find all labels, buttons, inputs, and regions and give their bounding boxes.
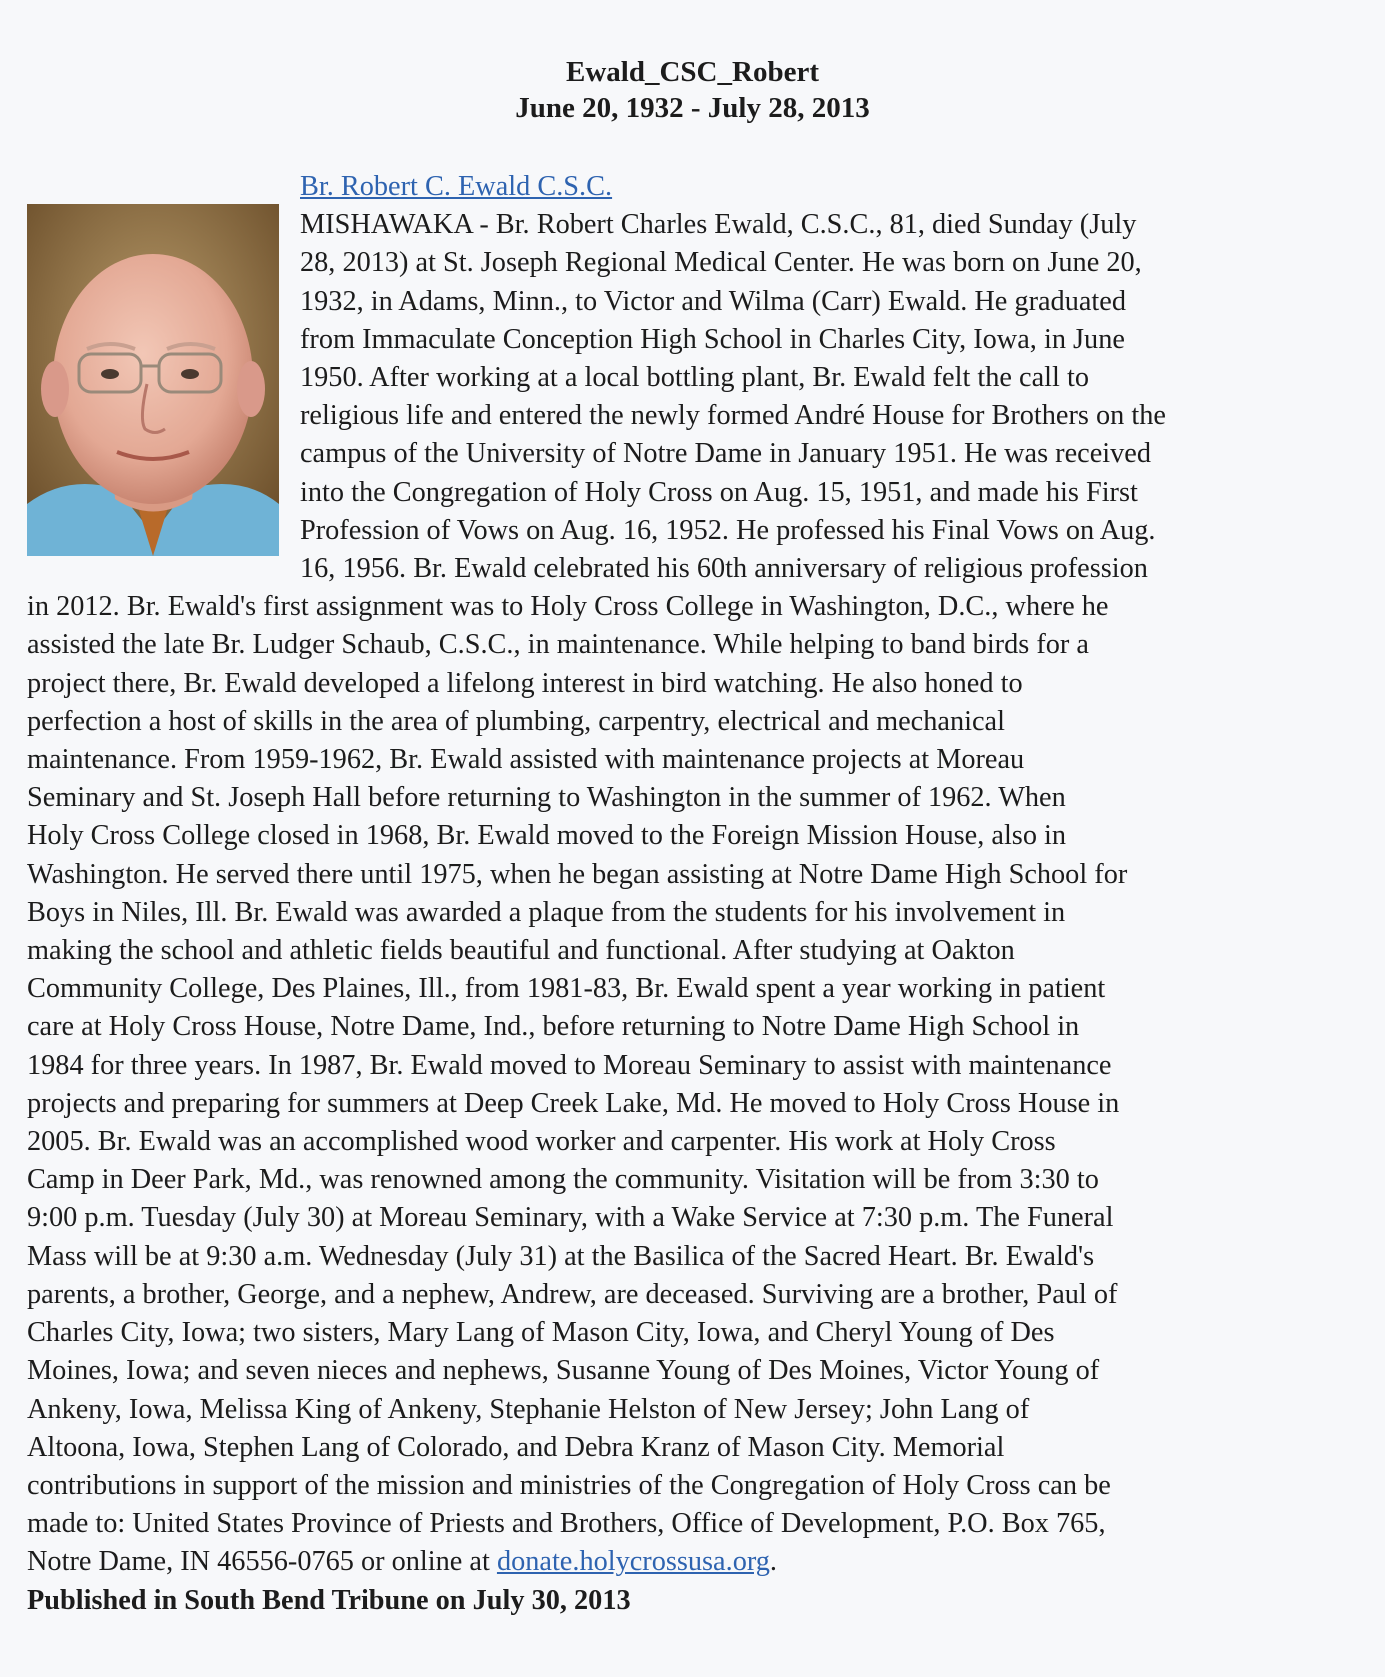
last-line-suffix: . xyxy=(769,1546,777,1578)
article-line: 1984 for three years. In 1987, Br. Ewald moved to Moreau Seminary to assist with maintenance xyxy=(27,1049,1112,1081)
last-line-prefix: Notre Dame, IN 46556-0765 or online at xyxy=(27,1546,497,1578)
article-line: 1932, in Adams, Minn., to Victor and Wilma (Carr) Ewald. He graduated xyxy=(300,285,1126,317)
article-line: 2005. Br. Ewald was an accomplished wood worker and carpenter. His work at Holy Cross xyxy=(27,1126,1056,1158)
article-line: Washington. He served there until 1975, when he began assisting at Notre Dame High School for xyxy=(27,858,1128,890)
article-line: project there, Br. Ewald developed a lifelong interest in bird watching. He also honed to xyxy=(27,667,1023,699)
article-line: into the Congregation of Holy Cross on Aug. 15, 1951, and made his First xyxy=(300,476,1138,508)
article-line: 16, 1956. Br. Ewald celebrated his 60th anniversary of religious profession xyxy=(300,553,1148,585)
obituary-header xyxy=(0,54,1385,126)
article-line: Profession of Vows on Aug. 16, 1952. He professed his Final Vows on Aug. xyxy=(300,514,1156,546)
article-line: parents, a brother, George, and a nephew, Andrew, are deceased. Surviving are a brother, Paul of xyxy=(27,1278,1118,1310)
article-line: Charles City, Iowa; two sisters, Mary Lang of Mason City, Iowa, and Cheryl Young of Des xyxy=(27,1317,1055,1349)
article-line: Boys in Niles, Ill. Br. Ewald was awarded a plaque from the students for his involvement in xyxy=(27,896,1066,928)
article-line: Mass will be at 9:30 a.m. Wednesday (July 31) at the Basilica of the Sacred Heart. Br. Ewald's xyxy=(27,1240,1095,1272)
article-line: 28, 2013) at St. Joseph Regional Medical Center. He was born on June 20, xyxy=(300,247,1142,279)
article-line: from Immaculate Conception High School in Charles City, Iowa, in June xyxy=(300,323,1125,355)
article-line: Community College, Des Plaines, Ill., from 1981-83, Br. Ewald spent a year working in patient xyxy=(27,973,1106,1005)
obituary-article xyxy=(27,168,1347,1620)
article-line: made to: United States Province of Priests and Brothers, Office of Development, P.O. Box 765, xyxy=(27,1508,1106,1540)
article-line: in 2012. Br. Ewald's first assignment was to Holy Cross College in Washington, D.C., where he xyxy=(27,591,1109,623)
photo-spacer xyxy=(27,168,300,588)
article-line: Altoona, Iowa, Stephen Lang of Colorado, and Debra Kranz of Mason City. Memorial xyxy=(27,1431,1005,1463)
article-line: Ankeny, Iowa, Melissa King of Ankeny, Stephanie Helston of New Jersey; John Lang of xyxy=(27,1393,1030,1425)
article-line: 9:00 p.m. Tuesday (July 30) at Moreau Seminary, with a Wake Service at 7:30 p.m. The Funeral xyxy=(27,1202,1114,1234)
article-line: maintenance. From 1959-1962, Br. Ewald assisted with maintenance projects at Moreau xyxy=(27,744,1025,776)
donate-link[interactable]: donate.holycrossusa.org xyxy=(496,1546,770,1578)
article-line: 1950. After working at a local bottling plant, Br. Ewald felt the call to xyxy=(300,362,1089,394)
article-line: MISHAWAKA - Br. Robert Charles Ewald, C.S.C., 81, died Sunday (July xyxy=(300,209,1137,241)
article-line: Holy Cross College closed in 1968, Br. Ewald moved to the Foreign Mission House, also in xyxy=(27,820,1067,852)
article-line: projects and preparing for summers at Deep Creek Lake, Md. He moved to Holy Cross House in xyxy=(27,1087,1120,1119)
article-last-line xyxy=(27,1543,1347,1581)
article-line: care at Holy Cross House, Notre Dame, Ind., before returning to Notre Dame High School in xyxy=(27,1011,1080,1043)
obituary-title: Ewald_CSC_Robert xyxy=(566,56,819,88)
article-line: Moines, Iowa; and seven nieces and nephews, Susanne Young of Des Moines, Victor Young of xyxy=(27,1355,1100,1387)
obituary-dates: June 20, 1932 - July 28, 2013 xyxy=(515,92,870,124)
published-line: Published in South Bend Tribune on July 30, 2013 xyxy=(27,1584,631,1616)
article-line: Seminary and St. Joseph Hall before returning to Washington in the summer of 1962. When xyxy=(27,782,1066,814)
name-link[interactable]: Br. Robert C. Ewald C.S.C. xyxy=(300,171,613,202)
article-line: religious life and entered the newly formed André House for Brothers on the xyxy=(300,400,1166,432)
article-line: contributions in support of the mission and ministries of the Congregation of Holy Cross can be xyxy=(27,1469,1111,1501)
article-line: campus of the University of Notre Dame in January 1951. He was received xyxy=(300,438,1151,470)
article-line: assisted the late Br. Ludger Schaub, C.S.C., in maintenance. While helping to band birds for a xyxy=(27,629,1089,661)
article-line: making the school and athletic fields beautiful and functional. After studying at Oakton xyxy=(27,935,1015,967)
article-line: Camp in Deer Park, Md., was renowned among the community. Visitation will be from 3:30 to xyxy=(27,1164,1099,1196)
article-line: perfection a host of skills in the area of plumbing, carpentry, electrical and mechanical xyxy=(27,705,1005,737)
